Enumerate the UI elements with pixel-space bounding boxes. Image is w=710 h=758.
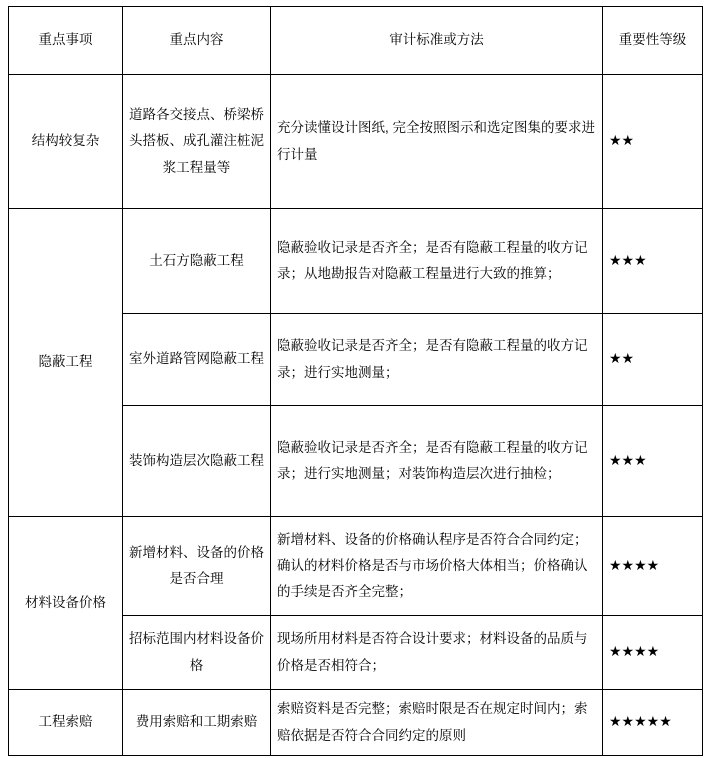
cell-key-content: 道路各交接点、桥梁桥头搭板、成孔灌注桩泥浆工程量等 [123, 75, 271, 209]
cell-key-content: 招标范围内材料设备价格 [123, 616, 271, 690]
cell-key-item: 工程索赔 [9, 690, 123, 756]
cell-importance-rating [603, 406, 703, 517]
header-cell-key-item: 重点事项 [9, 7, 123, 75]
star-rating: ★★★★ [609, 643, 660, 660]
header-cell-key-content: 重点内容 [123, 7, 271, 75]
cell-importance-rating [603, 75, 703, 209]
table-row [9, 209, 703, 314]
header-cell-importance-level: 重要性等级 [603, 7, 703, 75]
cell-key-item: 材料设备价格 [9, 517, 123, 690]
table-header-row [9, 7, 703, 75]
cell-importance-rating [603, 616, 703, 690]
star-rating: ★★ [609, 132, 635, 149]
header-cell-audit-criteria: 审计标准或方法 [271, 7, 603, 75]
cell-key-item: 隐蔽工程 [9, 209, 123, 517]
cell-key-content: 土石方隐蔽工程 [123, 209, 271, 314]
star-rating: ★★ [609, 350, 635, 367]
cell-audit-criteria: 隐蔽验收记录是否齐全；是否有隐蔽工程量的收方记录；从地勘报告对隐蔽工程量进行大致的推算； [271, 209, 603, 314]
cell-key-item: 结构较复杂 [9, 75, 123, 209]
cell-importance-rating [603, 314, 703, 406]
cell-audit-criteria: 隐蔽验收记录是否齐全；是否有隐蔽工程量的收方记录；进行实地测量；对装饰构造层次进行抽检； [271, 406, 603, 517]
cell-importance-rating [603, 517, 703, 616]
cell-importance-rating [603, 690, 703, 756]
cell-audit-criteria: 充分读懂设计图纸, 完全按照图示和选定图集的要求进行计量 [271, 75, 603, 209]
star-rating: ★★★ [609, 251, 647, 268]
star-rating: ★★★★★ [609, 713, 672, 730]
table-row [9, 690, 703, 756]
cell-audit-criteria: 现场所用材料是否符合设计要求；材料设备的品质与价格是否相符合； [271, 616, 603, 690]
cell-key-content: 费用索赔和工期索赔 [123, 690, 271, 756]
table-row [9, 75, 703, 209]
table-row [9, 517, 703, 616]
star-rating: ★★★★ [609, 556, 660, 573]
cell-audit-criteria: 新增材料、设备的价格确认程序是否符合合同约定；确认的材料价格是否与市场价格大体相当；价格确认的手续是否齐全完整； [271, 517, 603, 616]
cell-key-content: 装饰构造层次隐蔽工程 [123, 406, 271, 517]
audit-key-items-table [8, 6, 703, 756]
star-rating: ★★★ [609, 451, 647, 468]
table-body [9, 7, 703, 756]
cell-audit-criteria: 隐蔽验收记录是否齐全；是否有隐蔽工程量的收方记录；进行实地测量； [271, 314, 603, 406]
cell-key-content: 新增材料、设备的价格是否合理 [123, 517, 271, 616]
cell-importance-rating [603, 209, 703, 314]
cell-audit-criteria: 索赔资料是否完整；索赔时限是否在规定时间内；索赔依据是否符合合同约定的原则 [271, 690, 603, 756]
cell-key-content: 室外道路管网隐蔽工程 [123, 314, 271, 406]
